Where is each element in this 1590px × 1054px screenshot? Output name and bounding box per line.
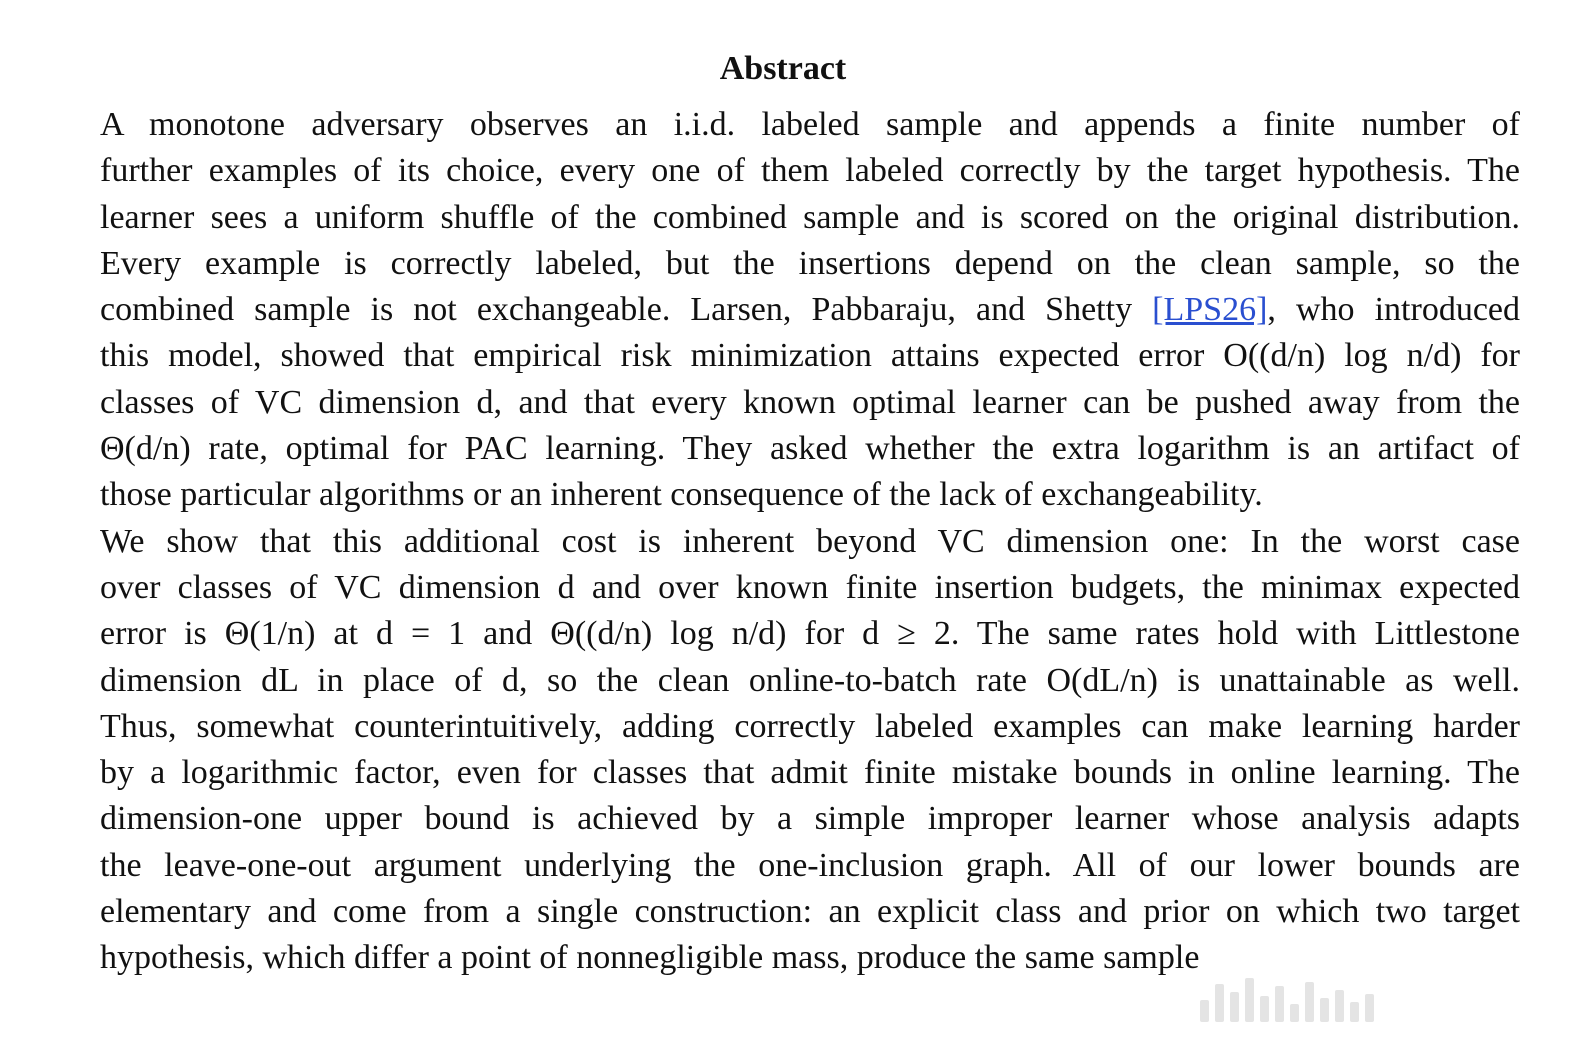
watermark-bar (1305, 982, 1314, 1022)
paragraph-2-line-1: We show that this additional cost is inherent beyond VC dimension one: In the worst case (100, 522, 1520, 560)
watermark-bar (1200, 1000, 1209, 1022)
paragraph-2-line-2: over classes of VC dimension d and over known finite insertion budgets, the minimax expected (100, 568, 1520, 606)
paragraph-1-line-2: further examples of its choice, every one of them labeled correctly by the target hypothesis. The (100, 152, 1520, 190)
paragraph-2-line-8: the leave-one-out argument underlying the one-inclusion graph. All of our lower bounds are (100, 846, 1520, 884)
paragraph-2-line-5: Thus, somewhat counterintuitively, adding correctly labeled examples can make learning harder (100, 707, 1520, 745)
watermark-bar (1215, 984, 1224, 1022)
watermark-bar (1245, 978, 1254, 1022)
paragraph-1-line-1: A monotone adversary observes an i.i.d. labeled sample and appends a finite number of (100, 106, 1520, 143)
paragraph-2-line-7: dimension-one upper bound is achieved by a simple improper learner whose analysis adapts (100, 800, 1520, 838)
watermark-bar (1230, 992, 1239, 1022)
citation-link-lps26[interactable]: [LPS26] (1152, 291, 1268, 329)
watermark-bar (1320, 998, 1329, 1022)
paragraph-1-line-6: this model, showed that empirical risk minimization attains expected error O((d/n) log n/d) for (100, 337, 1520, 375)
paragraph-1-line-4: Every example is correctly labeled, but the insertions depend on the clean sample, so the (100, 244, 1520, 282)
abstract-paragraph-1 (46, 102, 1520, 519)
paragraph-2-line-10: hypothesis, which differ a point of nonnegligible mass, produce the same sample (100, 939, 1200, 977)
watermark-bar (1260, 996, 1269, 1022)
watermark-bar (1290, 1004, 1299, 1022)
watermark-bar (1350, 1002, 1359, 1022)
paragraph-1-line-9: those particular algorithms or an inherent consequence of the lack of exchangeability. (100, 476, 1263, 514)
abstract-heading: Abstract (719, 50, 847, 87)
watermark-bar (1365, 994, 1374, 1022)
line-5-before-citation: combined sample is not exchangeable. Larsen, Pabbaraju, and Shetty (100, 291, 1153, 329)
paragraph-2-line-4: dimension dL in place of d, so the clean online-to-batch rate O(dL/n) is unattainable as well. (100, 661, 1520, 699)
watermark-bar (1335, 990, 1344, 1022)
line-5-after-citation: , who introduced (1267, 291, 1520, 329)
abstract-page (46, 48, 1520, 982)
abstract-paragraph-2 (46, 519, 1520, 982)
paragraph-1-line-5 (46, 287, 1520, 333)
paragraph-2-line-3: error is Θ(1/n) at d = 1 and Θ((d/n) log n/d) for d ≥ 2. The same rates hold with Littlestone (100, 615, 1520, 653)
paragraph-2-line-6: by a logarithmic factor, even for classes that admit finite mistake bounds in online learning. The (100, 754, 1520, 792)
paragraph-2-line-9: elementary and come from a single construction: an explicit class and prior on which two target (100, 893, 1520, 931)
paragraph-1-line-7: classes of VC dimension d, and that every known optimal learner can be pushed away from the (100, 383, 1520, 421)
watermark-bars-icon (1200, 962, 1520, 1022)
paragraph-1-line-3: learner sees a uniform shuffle of the combined sample and is scored on the original distribution. (100, 198, 1520, 236)
watermark-bar (1275, 986, 1284, 1022)
paragraph-1-line-8: Θ(d/n) rate, optimal for PAC learning. They asked whether the extra logarithm is an artifact of (100, 430, 1520, 468)
